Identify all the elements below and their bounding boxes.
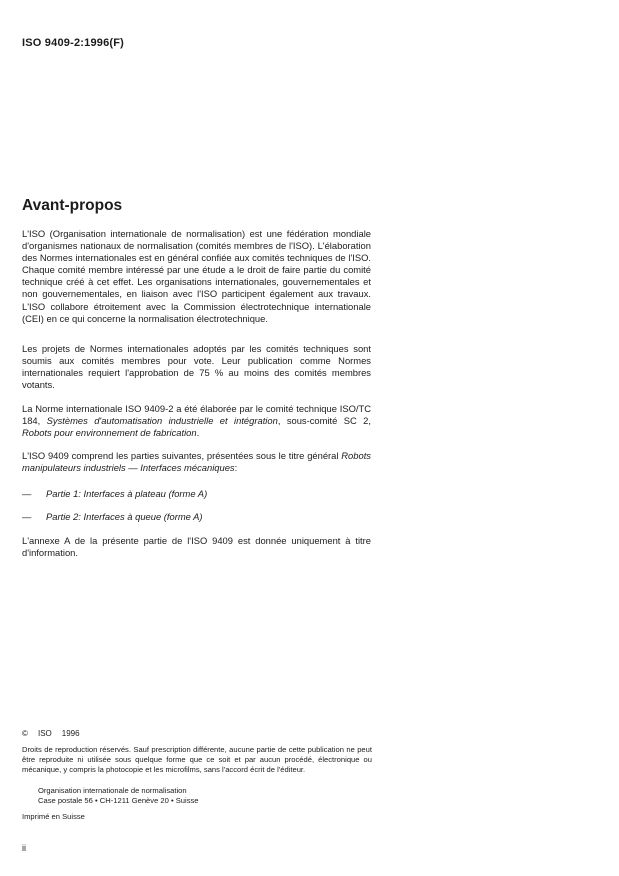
rights-notice: Droits de reproduction réservés. Sauf prescription différente, aucune partie de cette publication ne peut être reproduite ni utilisée sous quelque forme que ce soit et par aucun procédé, électronique ou mécanique, y compris la photocopie et les microfilms, sans l'accord écrit de l'éditeur. [22,745,372,774]
copyright-org: ISO [38,729,52,738]
part-1-title: Partie 1: Interfaces à plateau (forme A) [46,488,208,499]
publisher-block [38,786,199,806]
p3-text-c: , sous-comité SC 2, [277,415,371,427]
section-title: Avant-propos [22,197,123,214]
publisher-address: Case postale 56 • CH-1211 Genève 20 • Suisse [38,795,199,805]
foreword-paragraph-5: L'annexe A de la présente partie de l'ISO 9409 est donnée uniquement à titre d'information. [22,535,371,559]
printed-in: Imprimé en Suisse [22,812,85,821]
foreword-paragraph-4 [22,450,371,474]
page-number: ii [22,843,26,853]
foreword-paragraph-2: Les projets de Normes internationales adoptés par les comités techniques sont soumis aux comités membres pour vote. Leur publication comme Normes internationales requiert l'approbation de 75 % au moins des comités membres votants. [22,343,371,391]
p3-text-a: La Norme internationale ISO 9409-2 a été élaborée par le comité technique ISO/TC 184, [22,403,371,427]
copyright-year: 1996 [61,729,80,738]
part-list-item-1 [22,488,371,500]
document-id: ISO 9409-2:1996(F) [22,37,125,49]
dash-1: — [22,488,32,499]
p3-text-e: . [196,427,200,439]
p3-subcommittee-title: Robots pour environnement de fabrication [22,427,197,439]
part-list-item-2 [22,511,371,523]
p4-text-c: : [234,462,238,474]
copyright-symbol: © [22,729,28,738]
copyright-line [22,729,80,738]
p3-committee-title: Systèmes d'automatisation industrielle et intégration [46,415,278,427]
foreword-paragraph-3 [22,403,371,439]
dash-2: — [22,511,32,522]
p4-text-a: L'ISO 9409 comprend les parties suivantes, présentées sous le titre général [22,450,342,461]
part-2-title: Partie 2: Interfaces à queue (forme A) [46,511,203,522]
foreword-paragraph-1: L'ISO (Organisation internationale de normalisation) est une fédération mondiale d'organismes nationaux de normalisation (comités membres de l'ISO). L'élaboration des Normes internationales est en général confiée aux comités techniques de l'ISO. Chaque comité membre intéressé par une étude a le droit de faire partie du comité technique créé à cet effet. Les organisations internationales, gouvernementales et non gouvernementales, en liaison avec l'ISO participent également aux travaux. L'ISO collabore étroitement avec la Commission électrotechnique internationale (CEI) en ce qui concerne la normalisation électrotechnique. [22,228,371,324]
publisher-name: Organisation internationale de normalisation [38,786,187,795]
p4-general-title: Robots manipulateurs industriels — Interfaces mécaniques [22,450,371,474]
